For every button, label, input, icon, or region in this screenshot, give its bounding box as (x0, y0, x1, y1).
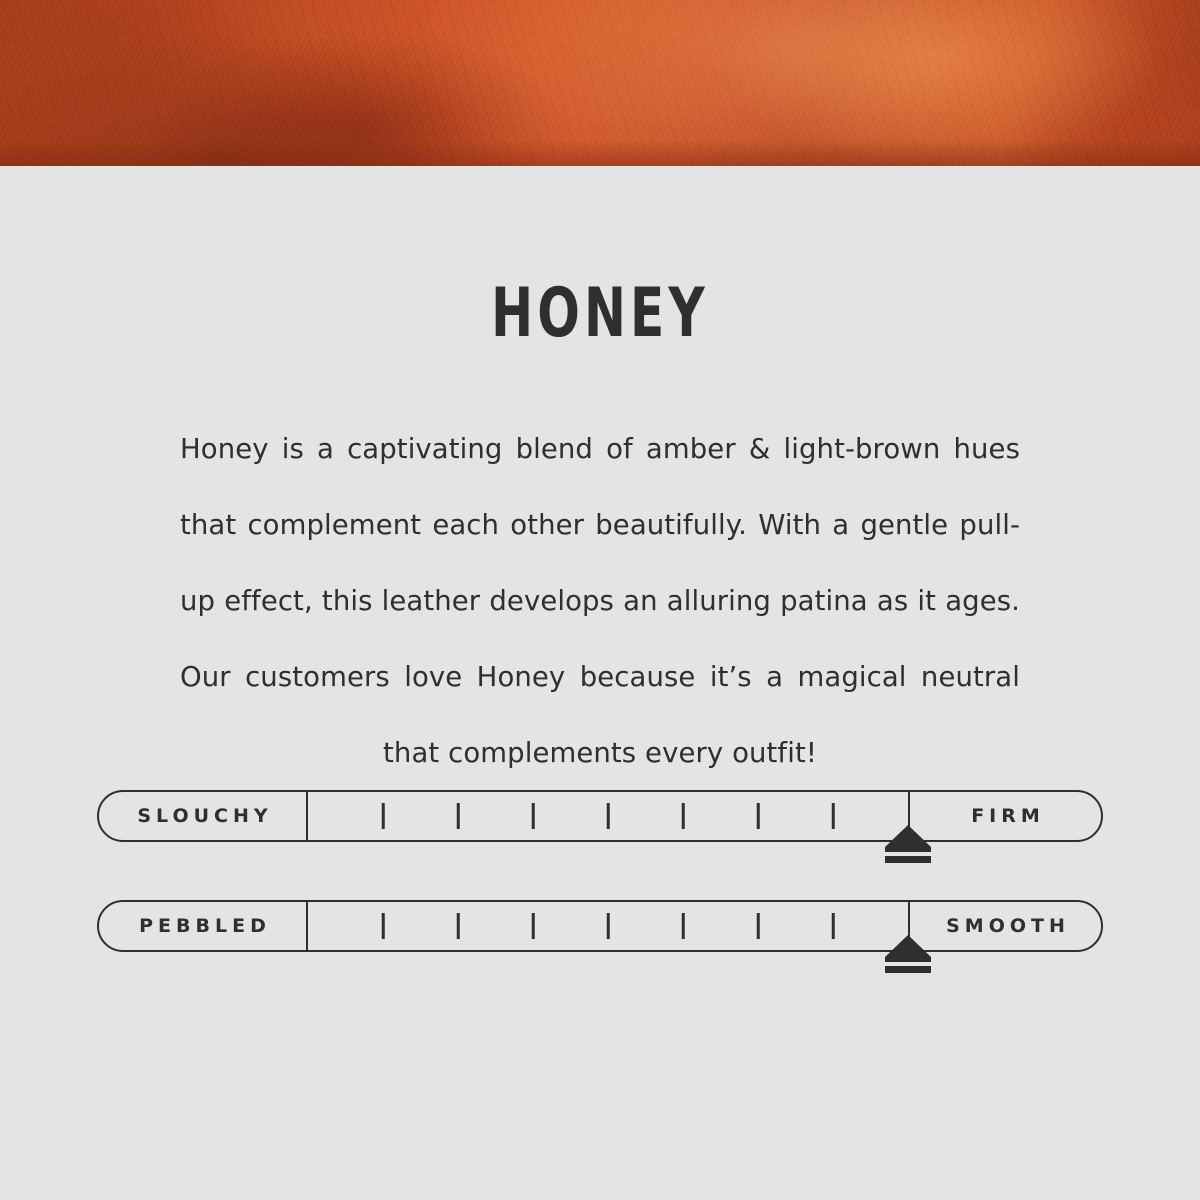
slider-tick (757, 913, 760, 939)
leather-bottom-shadow (0, 140, 1200, 166)
slider-scale[interactable] (308, 792, 908, 840)
marker-slot (885, 962, 931, 966)
slider-left-label: SLOUCHY (99, 792, 308, 840)
page-title: HONEY (491, 274, 709, 353)
slider-tick (457, 803, 460, 829)
slider-tick (682, 913, 685, 939)
slider-left-label: PEBBLED (99, 902, 308, 950)
slider-right-label: SMOOTH (908, 902, 1101, 950)
slider-track[interactable] (97, 900, 1103, 952)
slider-tick (832, 913, 835, 939)
marker-slot (885, 852, 931, 856)
slider-tick (532, 913, 535, 939)
slider-texture[interactable] (97, 900, 1103, 952)
marker-point-icon (885, 825, 931, 847)
slider-tick (382, 803, 385, 829)
slider-tick (532, 803, 535, 829)
slider-structure[interactable] (97, 790, 1103, 842)
slider-tick (457, 913, 460, 939)
slider-right-label: FIRM (908, 792, 1101, 840)
marker-point-icon (885, 935, 931, 957)
slider-scale[interactable] (308, 902, 908, 950)
slider-marker-handle[interactable] (885, 921, 931, 973)
slider-tick (607, 913, 610, 939)
slider-tick (382, 913, 385, 939)
leather-swatch-banner (0, 0, 1200, 166)
slider-marker-handle[interactable] (885, 811, 931, 863)
attribute-sliders (0, 790, 1200, 1010)
description-text: Honey is a captivating blend of amber & light-brown hues that complement each other beautifully. With a gentle pull-up effect, this leather develops an alluring patina as it ages. Our customers love Honey because it’s a magical neutral that complements every outfit! (180, 433, 1020, 769)
card-content (0, 274, 1200, 791)
slider-track[interactable] (97, 790, 1103, 842)
slider-tick (682, 803, 685, 829)
slider-tick (607, 803, 610, 829)
slider-tick (832, 803, 835, 829)
slider-tick (757, 803, 760, 829)
